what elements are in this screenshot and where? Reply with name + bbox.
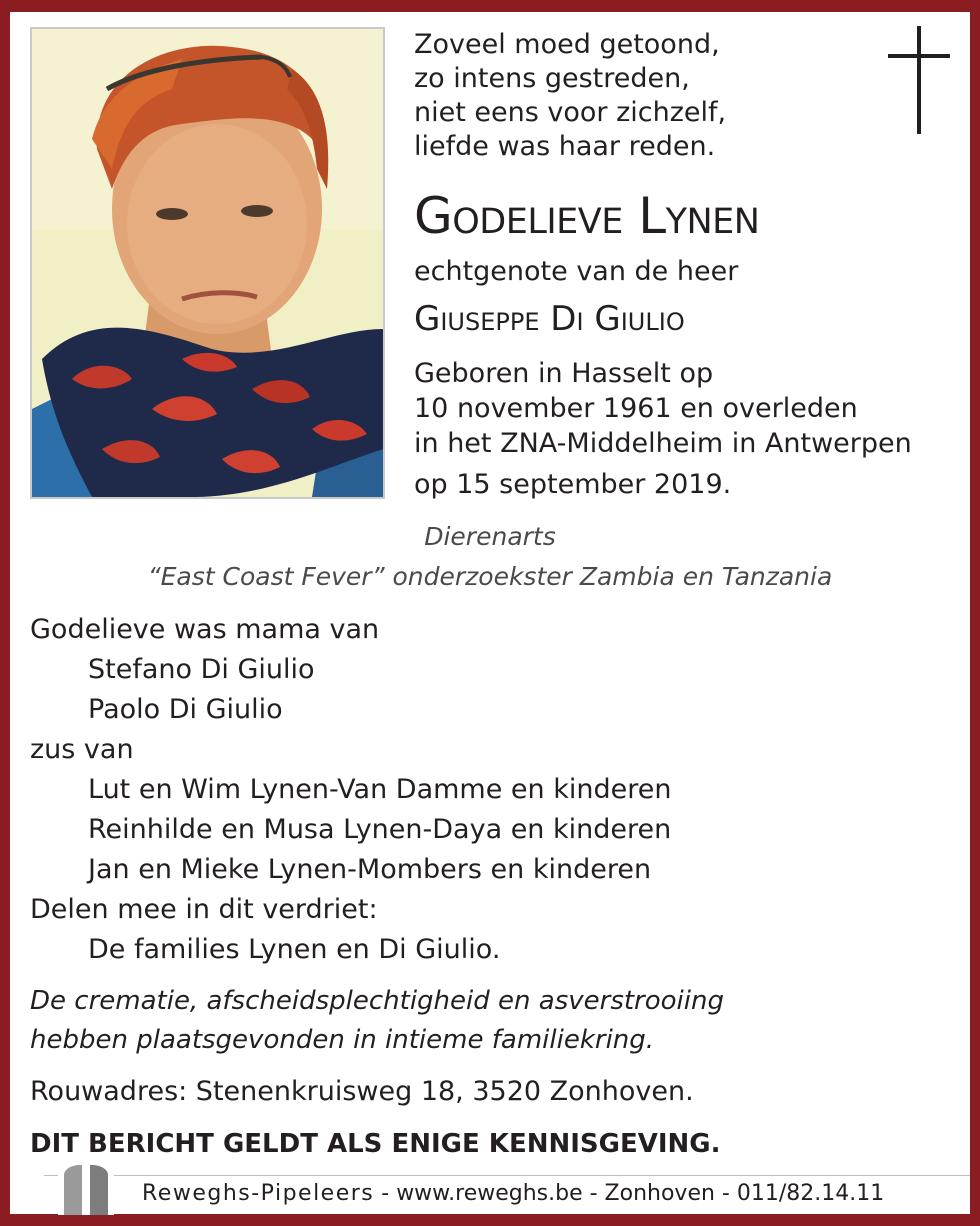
also-grieving-label: Delen mee in dit verdriet: [30, 894, 378, 925]
footer-contact [142, 1176, 884, 1212]
profession-title: Dierenarts [424, 522, 556, 551]
poem-line: Zoveel moed getoond, [414, 29, 720, 60]
ceremony-line: De crematie, afscheidsplechtigheid en asverstrooiing [30, 986, 724, 1016]
birth-death-line: op 15 september 2019. [414, 469, 732, 500]
poem-line: liefde was haar reden. [414, 131, 716, 162]
sibling-name: Lut en Wim Lynen-Van Damme en kinderen [88, 774, 672, 805]
poem [414, 28, 854, 164]
sibling-name: Jan en Mieke Lynen-Mombers en kinderen [88, 854, 652, 885]
funeral-home-logo-icon [58, 1163, 114, 1215]
birth-death-line: Geboren in Hasselt op [414, 358, 714, 389]
birth-death-line: in het ZNA-Middelheim in Antwerpen [414, 428, 912, 459]
funeral-home-details: - www.reweghs.be - Zonhoven - 011/82.14.11 [374, 1181, 885, 1206]
mourning-address: Rouwadres: Stenenkruisweg 18, 3520 Zonhoven. [30, 1076, 694, 1107]
poem-line: zo intens gestreden, [414, 63, 690, 94]
birth-death-line: 10 november 1961 en overleden [414, 393, 858, 424]
child-name: Paolo Di Giulio [88, 694, 283, 725]
family-list [30, 610, 671, 970]
spouse-name: Giuseppe Di Giulio [414, 299, 685, 339]
notice-statement: DIT BERICHT GELDT ALS ENIGE KENNISGEVING. [30, 1129, 721, 1159]
spouse-relation: echtgenote van de heer [414, 256, 739, 287]
ceremony-info [30, 982, 724, 1060]
poem-line: niet eens voor zichzelf, [414, 97, 727, 128]
child-name: Stefano Di Giulio [88, 654, 315, 685]
deceased-name: Godelieve Lynen [414, 187, 760, 245]
sister-of-label: zus van [30, 734, 134, 765]
cross-icon [888, 26, 950, 134]
profession-description: “East Coast Fever” onderzoekster Zambia en Tanzania [147, 562, 833, 591]
ceremony-line: hebben plaatsgevonden in intieme familiekring. [30, 1025, 655, 1055]
sibling-name: Reinhilde en Musa Lynen-Daya en kinderen [88, 814, 672, 845]
portrait-photo [30, 27, 385, 499]
mother-of-label: Godelieve was mama van [30, 614, 380, 645]
families-name: De families Lynen en Di Giulio. [88, 934, 501, 965]
funeral-home-name: Reweghs-Pipeleers [142, 1181, 375, 1206]
birth-death-details [414, 356, 912, 502]
